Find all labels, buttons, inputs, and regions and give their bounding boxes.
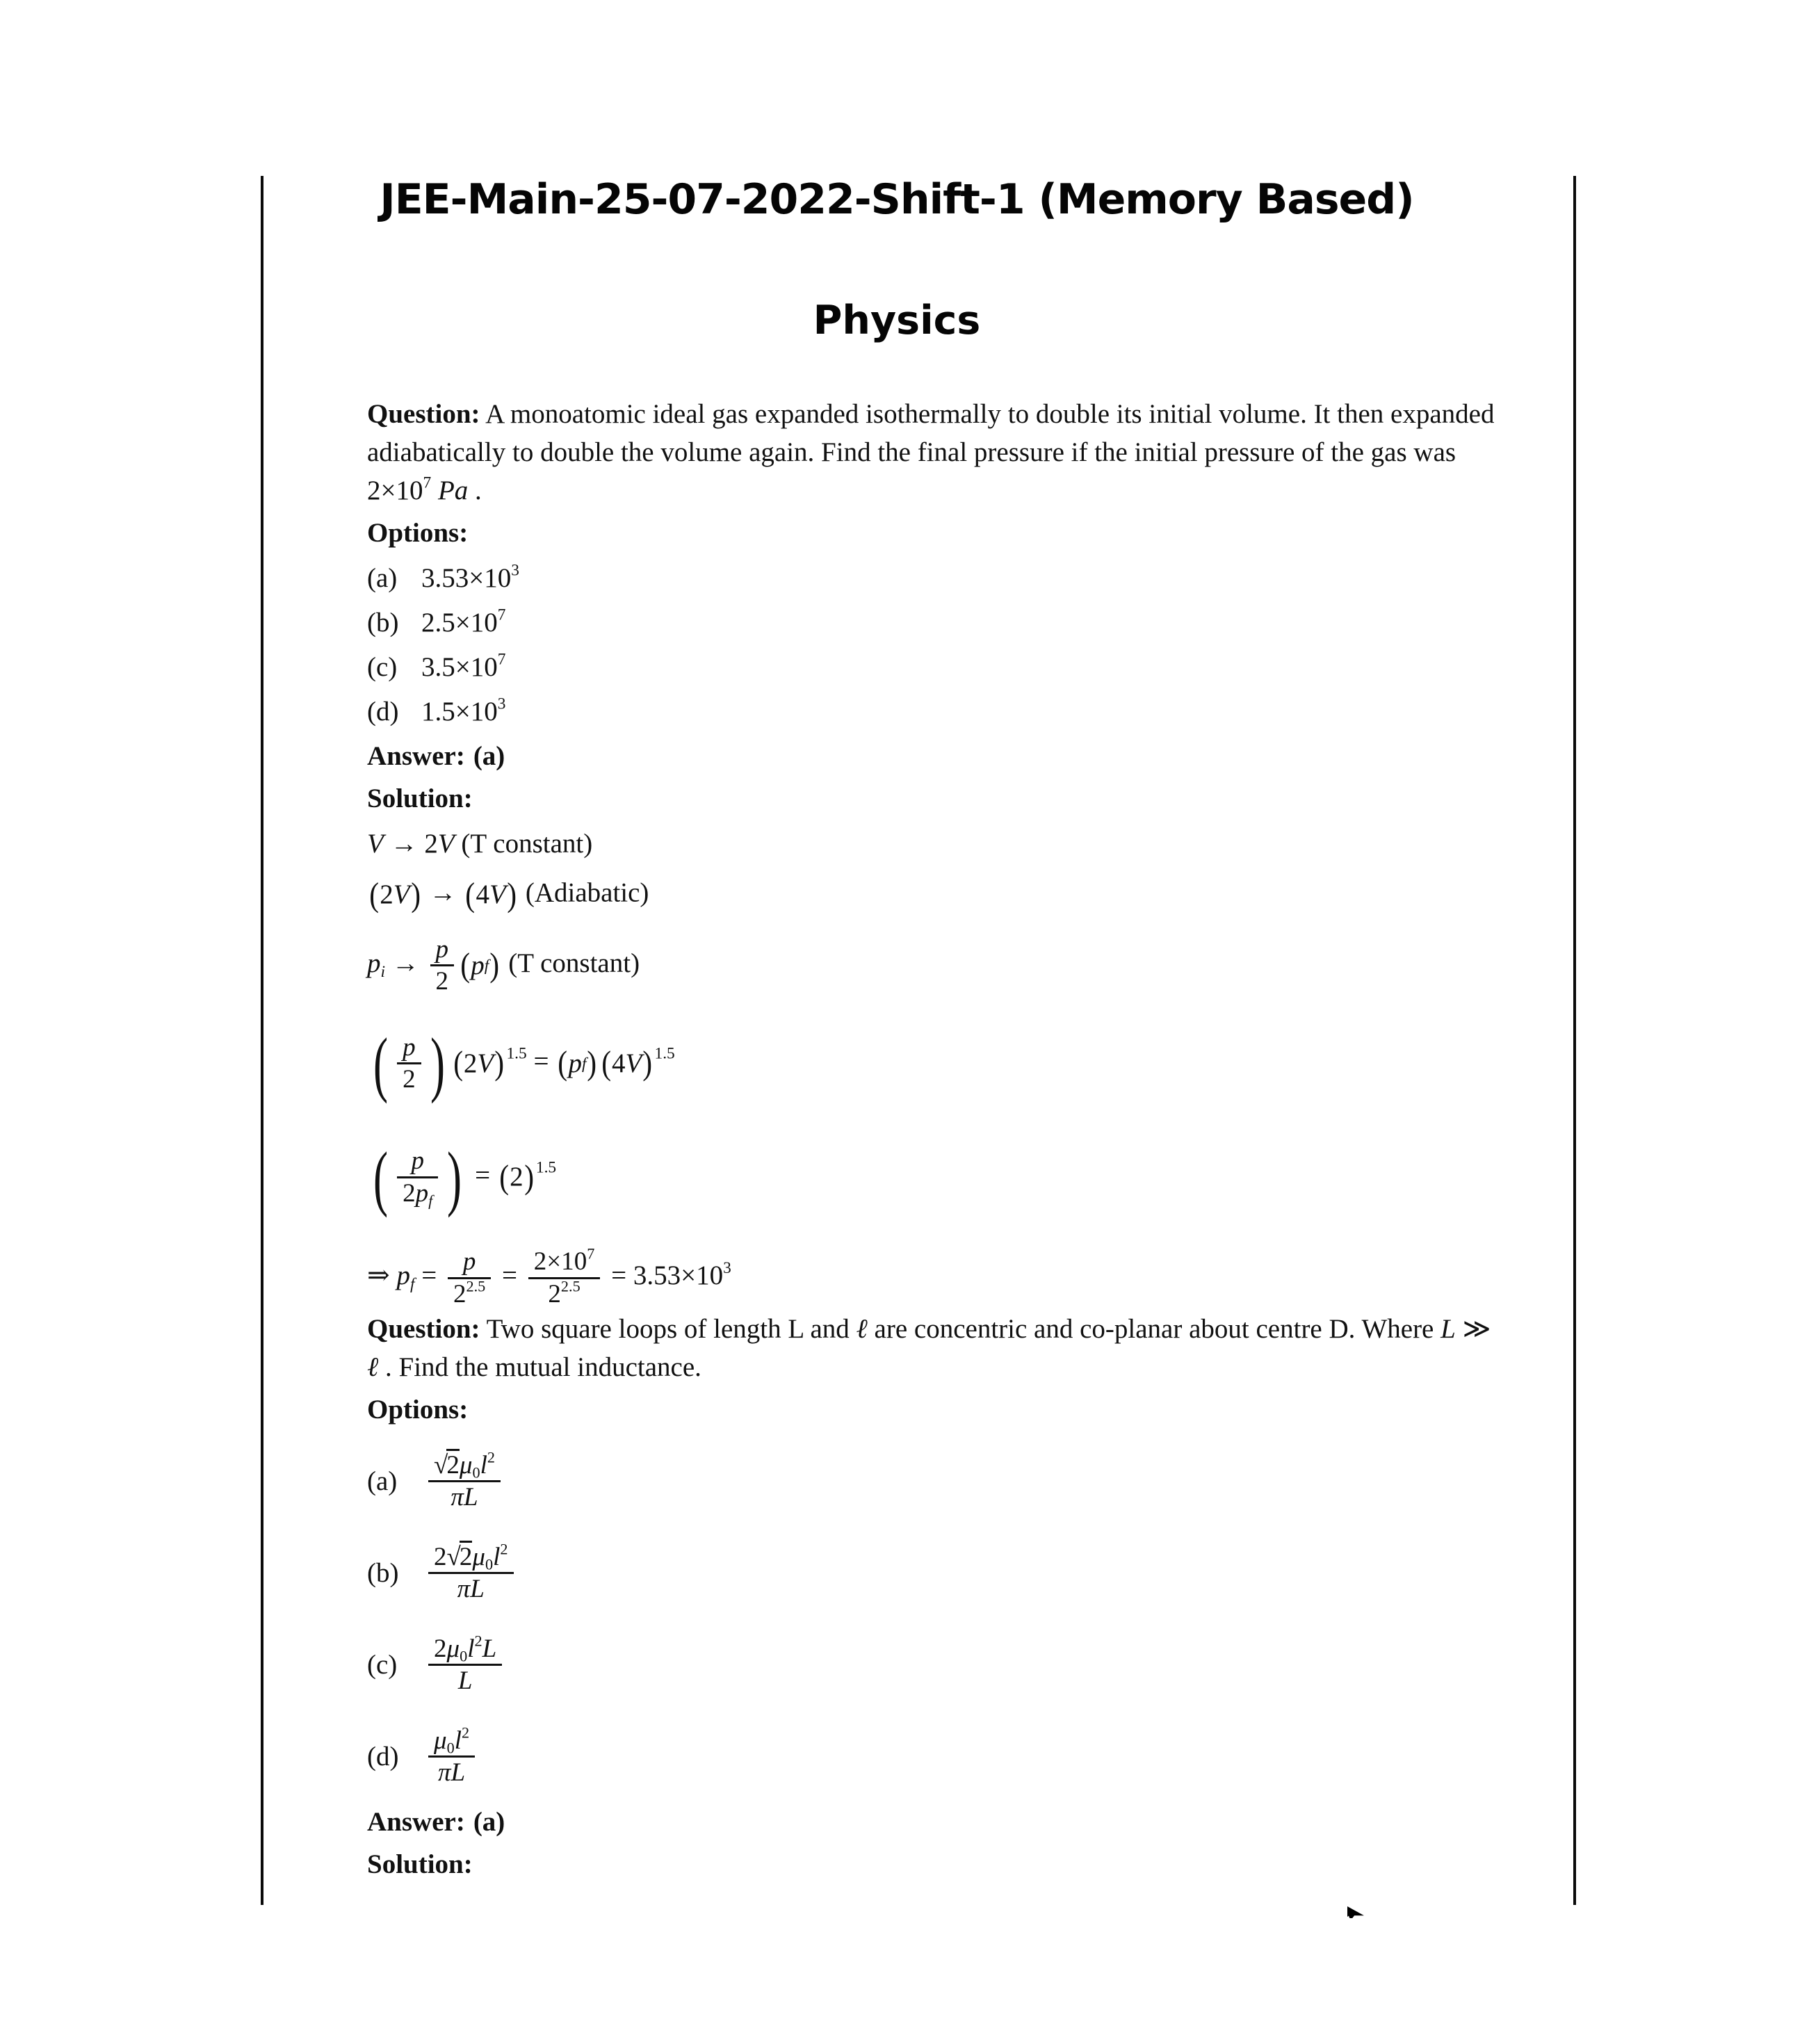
math-fragment: → (385, 948, 426, 978)
math-fragment: p (568, 1048, 582, 1078)
math-fragment: μ (446, 1634, 460, 1663)
math-fragment: μ (472, 1542, 486, 1571)
math-fragment: p (403, 1032, 416, 1062)
solution-equation-3 (367, 934, 1504, 997)
math-fragment: L (1440, 1313, 1456, 1344)
math-fragment: . Find the mutual inductance. (378, 1352, 701, 1382)
math-fragment: → 2 (383, 829, 438, 859)
math-fragment: ( (453, 1044, 463, 1082)
math-fragment: p (435, 934, 449, 964)
option-b-label: (b) (367, 608, 399, 638)
math-fragment: 1.5 (654, 1044, 675, 1063)
math-fragment: = (414, 1260, 444, 1291)
math-fragment (428, 1539, 514, 1573)
math-fragment: (Adiabatic) (519, 877, 649, 908)
math-fragment: 2 (380, 879, 393, 909)
math-fragment: 2 (434, 1634, 447, 1663)
option-b-value (421, 605, 505, 641)
math-fragment: l (480, 1450, 487, 1479)
option-c-label: (c) (367, 1650, 398, 1680)
math-fragment: ) (642, 1044, 653, 1082)
math-fragment: 4 (476, 879, 490, 909)
math-fragment (428, 1723, 475, 1757)
math-fragment: ) (587, 1044, 597, 1082)
math-fragment: 2 (460, 1541, 473, 1571)
question2-text (367, 1314, 1491, 1382)
math-fragment (448, 1277, 491, 1310)
math-fragment: L (451, 1758, 466, 1787)
math-fragment: 2.5×10 (421, 608, 498, 638)
solution-equation-1 (367, 827, 1504, 861)
question2-paragraph (367, 1310, 1504, 1386)
math-fragment (528, 1277, 601, 1310)
math-fragment (528, 1244, 601, 1309)
math-fragment (368, 874, 421, 916)
math-fragment: μ (459, 1450, 473, 1479)
math-fragment: 2 (463, 1048, 478, 1078)
math-fragment: π (437, 1758, 451, 1787)
question2-option-c (367, 1626, 1504, 1704)
math-fragment: l (467, 1634, 475, 1663)
math-fragment (464, 874, 517, 916)
math-fragment: 2 (474, 1631, 482, 1649)
math-fragment (430, 934, 455, 965)
question1-pressure-math (367, 473, 482, 505)
math-fragment: π (457, 1575, 471, 1604)
math-fragment: 0 (460, 1647, 468, 1665)
answer-label: Answer: (367, 741, 465, 771)
math-fragment: ≫ (1455, 1313, 1491, 1344)
math-fragment: 7 (587, 1244, 595, 1263)
math-fragment (430, 934, 455, 997)
math-fragment: 2 (403, 1179, 416, 1208)
question2-option-b (367, 1534, 1504, 1612)
math-fragment: Pa (431, 476, 469, 505)
math-fragment (368, 1132, 466, 1224)
math-fragment: ( (369, 875, 380, 914)
question2-options-label: Options: (367, 1394, 469, 1425)
math-fragment: ( (373, 1023, 389, 1105)
math-fragment: 2 (446, 1449, 460, 1479)
math-fragment: p (471, 950, 485, 980)
question2-answer-value: (a) (473, 1806, 505, 1837)
section-heading-physics: Physics (813, 298, 981, 343)
question1-option-d (367, 694, 1504, 730)
math-fragment: L (482, 1634, 497, 1663)
math-fragment (498, 1156, 535, 1199)
math-fragment: i (380, 962, 385, 981)
math-fragment (397, 1146, 438, 1208)
math-fragment: ( (499, 1158, 509, 1197)
math-fragment (430, 964, 455, 997)
math-fragment: 2.5 (466, 1277, 486, 1295)
math-fragment: V (367, 829, 384, 859)
math-fragment: Two square loops of length L and (486, 1313, 857, 1344)
option-a-formula (424, 1447, 505, 1513)
math-fragment: are concentric and co-planar about centre D. Where (867, 1313, 1441, 1344)
math-fragment: p f (568, 1047, 586, 1081)
option-c-value (421, 649, 505, 686)
math-fragment: ) (410, 875, 421, 914)
math-fragment: → (422, 877, 464, 908)
math-fragment (612, 1047, 642, 1081)
math-fragment (368, 1018, 450, 1110)
math-fragment: ℓ (856, 1313, 868, 1344)
math-fragment: 2×10 (367, 476, 423, 505)
math-fragment: ) (489, 946, 500, 984)
math-fragment: p (411, 1146, 424, 1176)
math-fragment: ) (447, 1136, 462, 1218)
math-fragment (557, 1042, 597, 1085)
math-fragment: . (468, 476, 482, 505)
math-fragment: = 3.53×10 (604, 1260, 724, 1291)
math-fragment: ) (494, 1044, 505, 1082)
math-fragment: V (625, 1048, 642, 1078)
math-fragment: 2 (462, 1723, 470, 1741)
math-fragment: p f (471, 949, 489, 983)
solution-equation-5 (367, 1132, 1504, 1224)
math-fragment: 3 (497, 695, 506, 713)
math-fragment (476, 878, 506, 912)
math-fragment: V (477, 1048, 494, 1078)
page-left-border (261, 176, 263, 1905)
math-fragment (428, 1723, 475, 1788)
question1-solution-label: Solution: (367, 784, 473, 813)
math-fragment (397, 1032, 421, 1063)
option-a-value (421, 560, 519, 597)
question2-label: Question: (367, 1313, 480, 1344)
math-fragment (453, 1042, 505, 1085)
math-fragment: 2 (434, 1542, 447, 1571)
math-fragment: f (409, 1275, 415, 1294)
document-body (367, 395, 1504, 1883)
math-fragment: 7 (423, 473, 432, 492)
math-fragment: 0 (485, 1555, 494, 1573)
math-fragment: 1.5 (506, 1044, 527, 1063)
question2-answer-line (367, 1803, 1504, 1841)
math-fragment: = (526, 1046, 556, 1076)
math-fragment: 7 (497, 606, 506, 624)
math-fragment: l (454, 1726, 462, 1755)
math-fragment: V (489, 879, 506, 909)
math-fragment: 4 (611, 1048, 626, 1078)
page-right-border (1573, 176, 1576, 1905)
math-fragment: ( (460, 946, 471, 984)
math-fragment: 3.5×10 (421, 652, 498, 682)
question1-option-b (367, 605, 1504, 641)
math-fragment (428, 1631, 502, 1696)
option-d-label: (d) (367, 697, 399, 727)
math-fragment (448, 1247, 491, 1309)
option-b-formula (424, 1539, 518, 1605)
math-fragment: ) (430, 1023, 445, 1105)
question2-solution-label: Solution: (367, 1849, 473, 1879)
option-b-label: (b) (367, 1558, 399, 1589)
math-fragment: f (428, 1192, 433, 1210)
math-fragment: p (396, 1260, 410, 1291)
math-fragment: 2×10 (533, 1247, 587, 1276)
math-fragment (428, 1631, 502, 1665)
math-fragment: √ (434, 1450, 448, 1479)
math-fragment (397, 1032, 421, 1095)
math-fragment (428, 1480, 501, 1513)
math-fragment: ( (465, 875, 476, 914)
math-fragment: 3.53×10 (421, 563, 512, 593)
math-fragment: 2.5 (560, 1277, 581, 1295)
math-fragment (428, 1755, 475, 1788)
math-fragment (510, 1160, 524, 1194)
solution-equation-6 (367, 1244, 1504, 1309)
math-fragment: = (495, 1260, 524, 1291)
question1-option-c (367, 649, 1504, 686)
solution-equation-2 (367, 874, 1504, 916)
math-fragment: √ (446, 1542, 461, 1571)
question2-option-d (367, 1718, 1504, 1796)
question1-text: A monoatomic ideal gas expanded isothermally to double its initial volume. It then expanded adiabatically to double the volume again. Find the final pressure if the initial pressure of the gas was (367, 399, 1495, 467)
option-c-label: (c) (367, 652, 398, 682)
math-fragment: L (463, 1483, 478, 1512)
option-d-label: (d) (367, 1742, 399, 1772)
question1-options-label: Options: (367, 518, 469, 548)
math-fragment (397, 1062, 421, 1095)
math-fragment: ( (373, 1136, 389, 1218)
math-fragment: μ (434, 1726, 447, 1755)
math-fragment: ( (601, 1044, 611, 1082)
math-fragment (601, 1042, 654, 1085)
math-fragment: p (415, 1179, 429, 1208)
math-fragment: 2 (548, 1280, 561, 1309)
option-d-value (421, 694, 505, 730)
math-fragment: l (493, 1542, 501, 1571)
math-fragment (393, 1146, 442, 1208)
math-fragment: ( (558, 1044, 568, 1082)
math-fragment: 2 (435, 967, 449, 996)
option-a-label: (a) (367, 563, 398, 593)
math-fragment (428, 1572, 514, 1605)
option-c-formula (424, 1631, 506, 1696)
solution-equation-4 (367, 1018, 1504, 1110)
math-fragment: p (462, 1247, 476, 1276)
math-fragment: (T constant) (501, 948, 640, 978)
math-fragment: p (367, 948, 381, 978)
math-fragment: 2 (487, 1447, 495, 1466)
math-fragment: 0 (446, 1739, 455, 1757)
math-fragment (428, 1447, 501, 1513)
math-fragment (448, 1247, 491, 1277)
math-fragment: ) (507, 875, 517, 914)
math-fragment (397, 1146, 438, 1176)
math-fragment: V (437, 829, 455, 859)
math-fragment: π (451, 1483, 464, 1512)
option-d-formula (424, 1723, 479, 1788)
math-fragment: 2 (500, 1539, 508, 1557)
math-fragment: 2 (403, 1065, 416, 1094)
math-fragment (460, 944, 500, 987)
math-fragment: 0 (472, 1463, 480, 1482)
question1-answer-value: (a) (473, 741, 505, 771)
math-fragment (464, 1047, 494, 1081)
math-fragment: 3 (511, 561, 519, 580)
math-fragment: L (470, 1575, 485, 1604)
question1-label: Question: (367, 399, 480, 429)
math-fragment: 1.5×10 (421, 697, 498, 727)
answer-label: Answer: (367, 1806, 465, 1837)
math-fragment (397, 1176, 438, 1209)
math-fragment: L (457, 1666, 473, 1696)
math-fragment: 7 (497, 650, 506, 669)
math-fragment: V (393, 879, 410, 909)
math-fragment (428, 1664, 502, 1696)
math-fragment (428, 1539, 514, 1605)
question1-option-a (367, 560, 1504, 597)
math-fragment: 2 (510, 1162, 524, 1192)
mouse-cursor-icon (1347, 1906, 1364, 1918)
math-fragment: ℓ (367, 1352, 379, 1382)
math-fragment (528, 1244, 601, 1277)
math-fragment (380, 878, 409, 912)
question1-paragraph (367, 395, 1504, 510)
math-fragment: = (468, 1160, 497, 1190)
document-title: JEE-Main-25-07-2022-Shift-1 (Memory Based) (380, 175, 1414, 224)
math-fragment: 2 (453, 1280, 466, 1309)
question1-answer-line (367, 737, 1504, 775)
question2-option-a (367, 1443, 1504, 1520)
math-fragment (393, 1032, 425, 1095)
math-fragment: ) (524, 1158, 534, 1197)
option-a-label: (a) (367, 1466, 398, 1497)
math-fragment (428, 1447, 501, 1482)
math-fragment: ⇒ (367, 1260, 397, 1291)
math-fragment: 1.5 (535, 1158, 557, 1177)
math-fragment: 3 (723, 1259, 731, 1278)
math-fragment: (T constant) (454, 829, 593, 859)
